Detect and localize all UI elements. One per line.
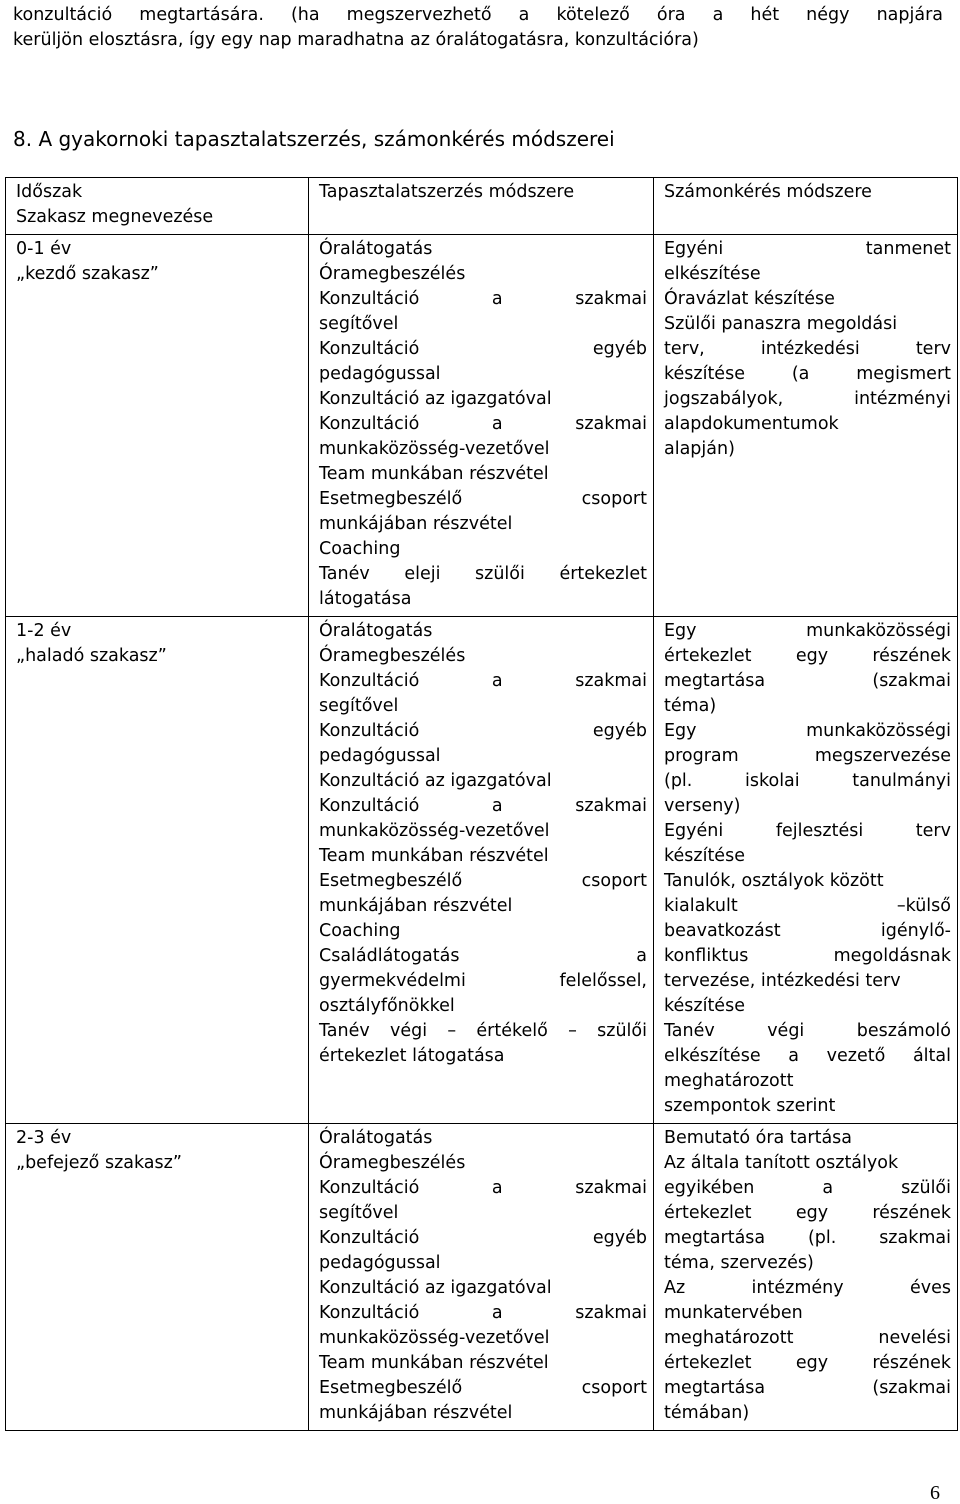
cell-line: kialakult –külső [664,896,951,916]
header-phase-label: Szakasz megnevezése [16,207,214,227]
cell-line: Egy munkaközösségi [664,621,951,641]
cell-line: pedagógussal [319,746,441,766]
phase-label: „befejező szakasz” [16,1153,182,1173]
cell-line: Óralátogatás [319,621,433,641]
cell-line: Team munkában részvétel [319,1353,549,1373]
cell-line: Egy munkaközösségi [664,721,951,741]
cell-line: témában) [664,1403,750,1423]
cell-line: Konzultáció egyéb [319,1228,647,1248]
header-cell-assessment [654,178,958,235]
header-cell-method [309,178,654,235]
assessment-cell [654,1124,958,1431]
cell-line: munkájában részvétel [319,514,513,534]
cell-line: Az általa tanított osztályok [664,1153,899,1173]
assessment-list [664,619,951,1119]
period-cell [6,617,309,1124]
cell-line: munkaközösség-vezetővel [319,1328,550,1348]
cell-line: látogatása [319,589,412,609]
cell-line: Konzultáció a szakmai [319,796,647,816]
cell-line: Az intézmény éves [664,1278,951,1298]
cell-line: segítővel [319,314,399,334]
header-method-label: Tapasztalatszerzés módszere [319,182,575,202]
cell-line: készítése (a megismert [664,364,951,384]
cell-line: megtartása (szakmai [664,1378,951,1398]
intro-line: konzultáció megtartására. (ha megszervezhető a kötelező óra a hét négy napjára [13,5,943,25]
cell-line: jogszabályok, intézményi [664,389,951,409]
method-cell [309,617,654,1124]
cell-line: Konzultáció az igazgatóval [319,1278,552,1298]
cell-line: terv, intézkedési terv [664,339,951,359]
cell-line: Óralátogatás [319,239,433,259]
cell-line: Bemutató óra tartása [664,1128,853,1148]
table-row [6,617,958,1124]
cell-line: téma) [664,696,717,716]
cell-line: Szülői panaszra megoldási [664,314,898,334]
cell-line: készítése [664,996,745,1016]
cell-line: tervezése, intézkedési terv [664,971,901,991]
method-list [319,619,647,1069]
intro-paragraph [13,3,943,53]
table-header-row [6,178,958,235]
cell-line: Egyéni fejlesztési terv [664,821,951,841]
cell-line: munkaközösség-vezetővel [319,439,550,459]
cell-line: Óramegbeszélés [319,264,466,284]
cell-line: Óravázlat készítése [664,289,835,309]
cell-line: Konzultáció az igazgatóval [319,389,552,409]
cell-line: (pl. iskolai tanulmányi [664,771,951,791]
cell-line: Óralátogatás [319,1128,433,1148]
cell-line: Team munkában részvétel [319,464,549,484]
cell-line: téma, szervezés) [664,1253,814,1273]
period-label: 2-3 év [16,1128,72,1148]
cell-line: Esetmegbeszélő csoport [319,871,647,891]
cell-line: segítővel [319,696,399,716]
cell-line: alapdokumentumok [664,414,839,434]
cell-line: beavatkozást igénylő- [664,921,951,941]
assessment-list [664,1126,951,1426]
method-cell [309,235,654,617]
header-period-label: Időszak [16,182,83,202]
section-heading: 8. A gyakornoki tapasztalatszerzés, számonkérés módszerei [13,127,615,151]
cell-line: Konzultáció a szakmai [319,414,647,434]
table-row [6,1124,958,1431]
period-cell [6,235,309,617]
table-row [6,235,958,617]
period-label: 0-1 év [16,239,72,259]
cell-line: Konzultáció az igazgatóval [319,771,552,791]
cell-line: Tanulók, osztályok között [664,871,884,891]
phase-label: „haladó szakasz” [16,646,167,666]
assessment-cell [654,617,958,1124]
cell-line: Egyéni tanmenet [664,239,951,259]
cell-line: Konzultáció egyéb [319,339,647,359]
cell-line: Konzultáció a szakmai [319,1178,647,1198]
cell-line: Családlátogatás a [319,946,647,966]
cell-line: osztályfőnökkel [319,996,455,1016]
cell-line: munkatervében [664,1303,803,1323]
cell-line: Konzultáció a szakmai [319,1303,647,1323]
cell-line: munkaközösség-vezetővel [319,821,550,841]
cell-line: szempontok szerint [664,1096,836,1116]
intro-line: kerüljön elosztásra, így egy nap maradhatna az óralátogatásra, konzultációra) [13,30,699,50]
cell-line: program megszervezése [664,746,951,766]
cell-line: pedagógussal [319,1253,441,1273]
assessment-cell [654,235,958,617]
cell-line: Tanév végi – értékelő – szülői [319,1021,647,1041]
assessment-list [664,237,951,462]
cell-line: megtartása (pl. szakmai [664,1228,951,1248]
cell-line: értekezlet látogatása [319,1046,505,1066]
cell-line: Esetmegbeszélő csoport [319,1378,647,1398]
cell-line: Óramegbeszélés [319,646,466,666]
header-cell-period [6,178,309,235]
cell-line: meghatározott [664,1071,794,1091]
page-number: 6 [930,1482,940,1504]
method-list [319,237,647,612]
cell-line: verseny) [664,796,741,816]
cell-line: konfliktus megoldásnak [664,946,951,966]
cell-line: Esetmegbeszélő csoport [319,489,647,509]
cell-line: Konzultáció egyéb [319,721,647,741]
cell-line: elkészítése a vezető által [664,1046,951,1066]
cell-line: egyikében a szülői [664,1178,951,1198]
cell-line: alapján) [664,439,735,459]
cell-line: Tanév végi beszámoló [664,1021,951,1041]
period-cell [6,1124,309,1431]
cell-line: értekezlet egy részének [664,646,951,666]
cell-line: megtartása (szakmai [664,671,951,691]
cell-line: értekezlet egy részének [664,1353,951,1373]
cell-line: meghatározott nevelési [664,1328,951,1348]
cell-line: értekezlet egy részének [664,1203,951,1223]
method-list [319,1126,647,1426]
cell-line: Tanév eleji szülői értekezlet [319,564,647,584]
period-label: 1-2 év [16,621,72,641]
internship-methods-table [5,177,958,1431]
cell-line: munkájában részvétel [319,1403,513,1423]
cell-line: Óramegbeszélés [319,1153,466,1173]
cell-line: pedagógussal [319,364,441,384]
cell-line: Konzultáció a szakmai [319,289,647,309]
cell-line: Coaching [319,539,401,559]
method-cell [309,1124,654,1431]
cell-line: Konzultáció a szakmai [319,671,647,691]
cell-line: gyermekvédelmi felelőssel, [319,971,647,991]
cell-line: elkészítése [664,264,761,284]
cell-line: Coaching [319,921,401,941]
cell-line: Team munkában részvétel [319,846,549,866]
cell-line: segítővel [319,1203,399,1223]
phase-label: „kezdő szakasz” [16,264,159,284]
header-assessment-label: Számonkérés módszere [664,182,872,202]
cell-line: munkájában részvétel [319,896,513,916]
cell-line: készítése [664,846,745,866]
